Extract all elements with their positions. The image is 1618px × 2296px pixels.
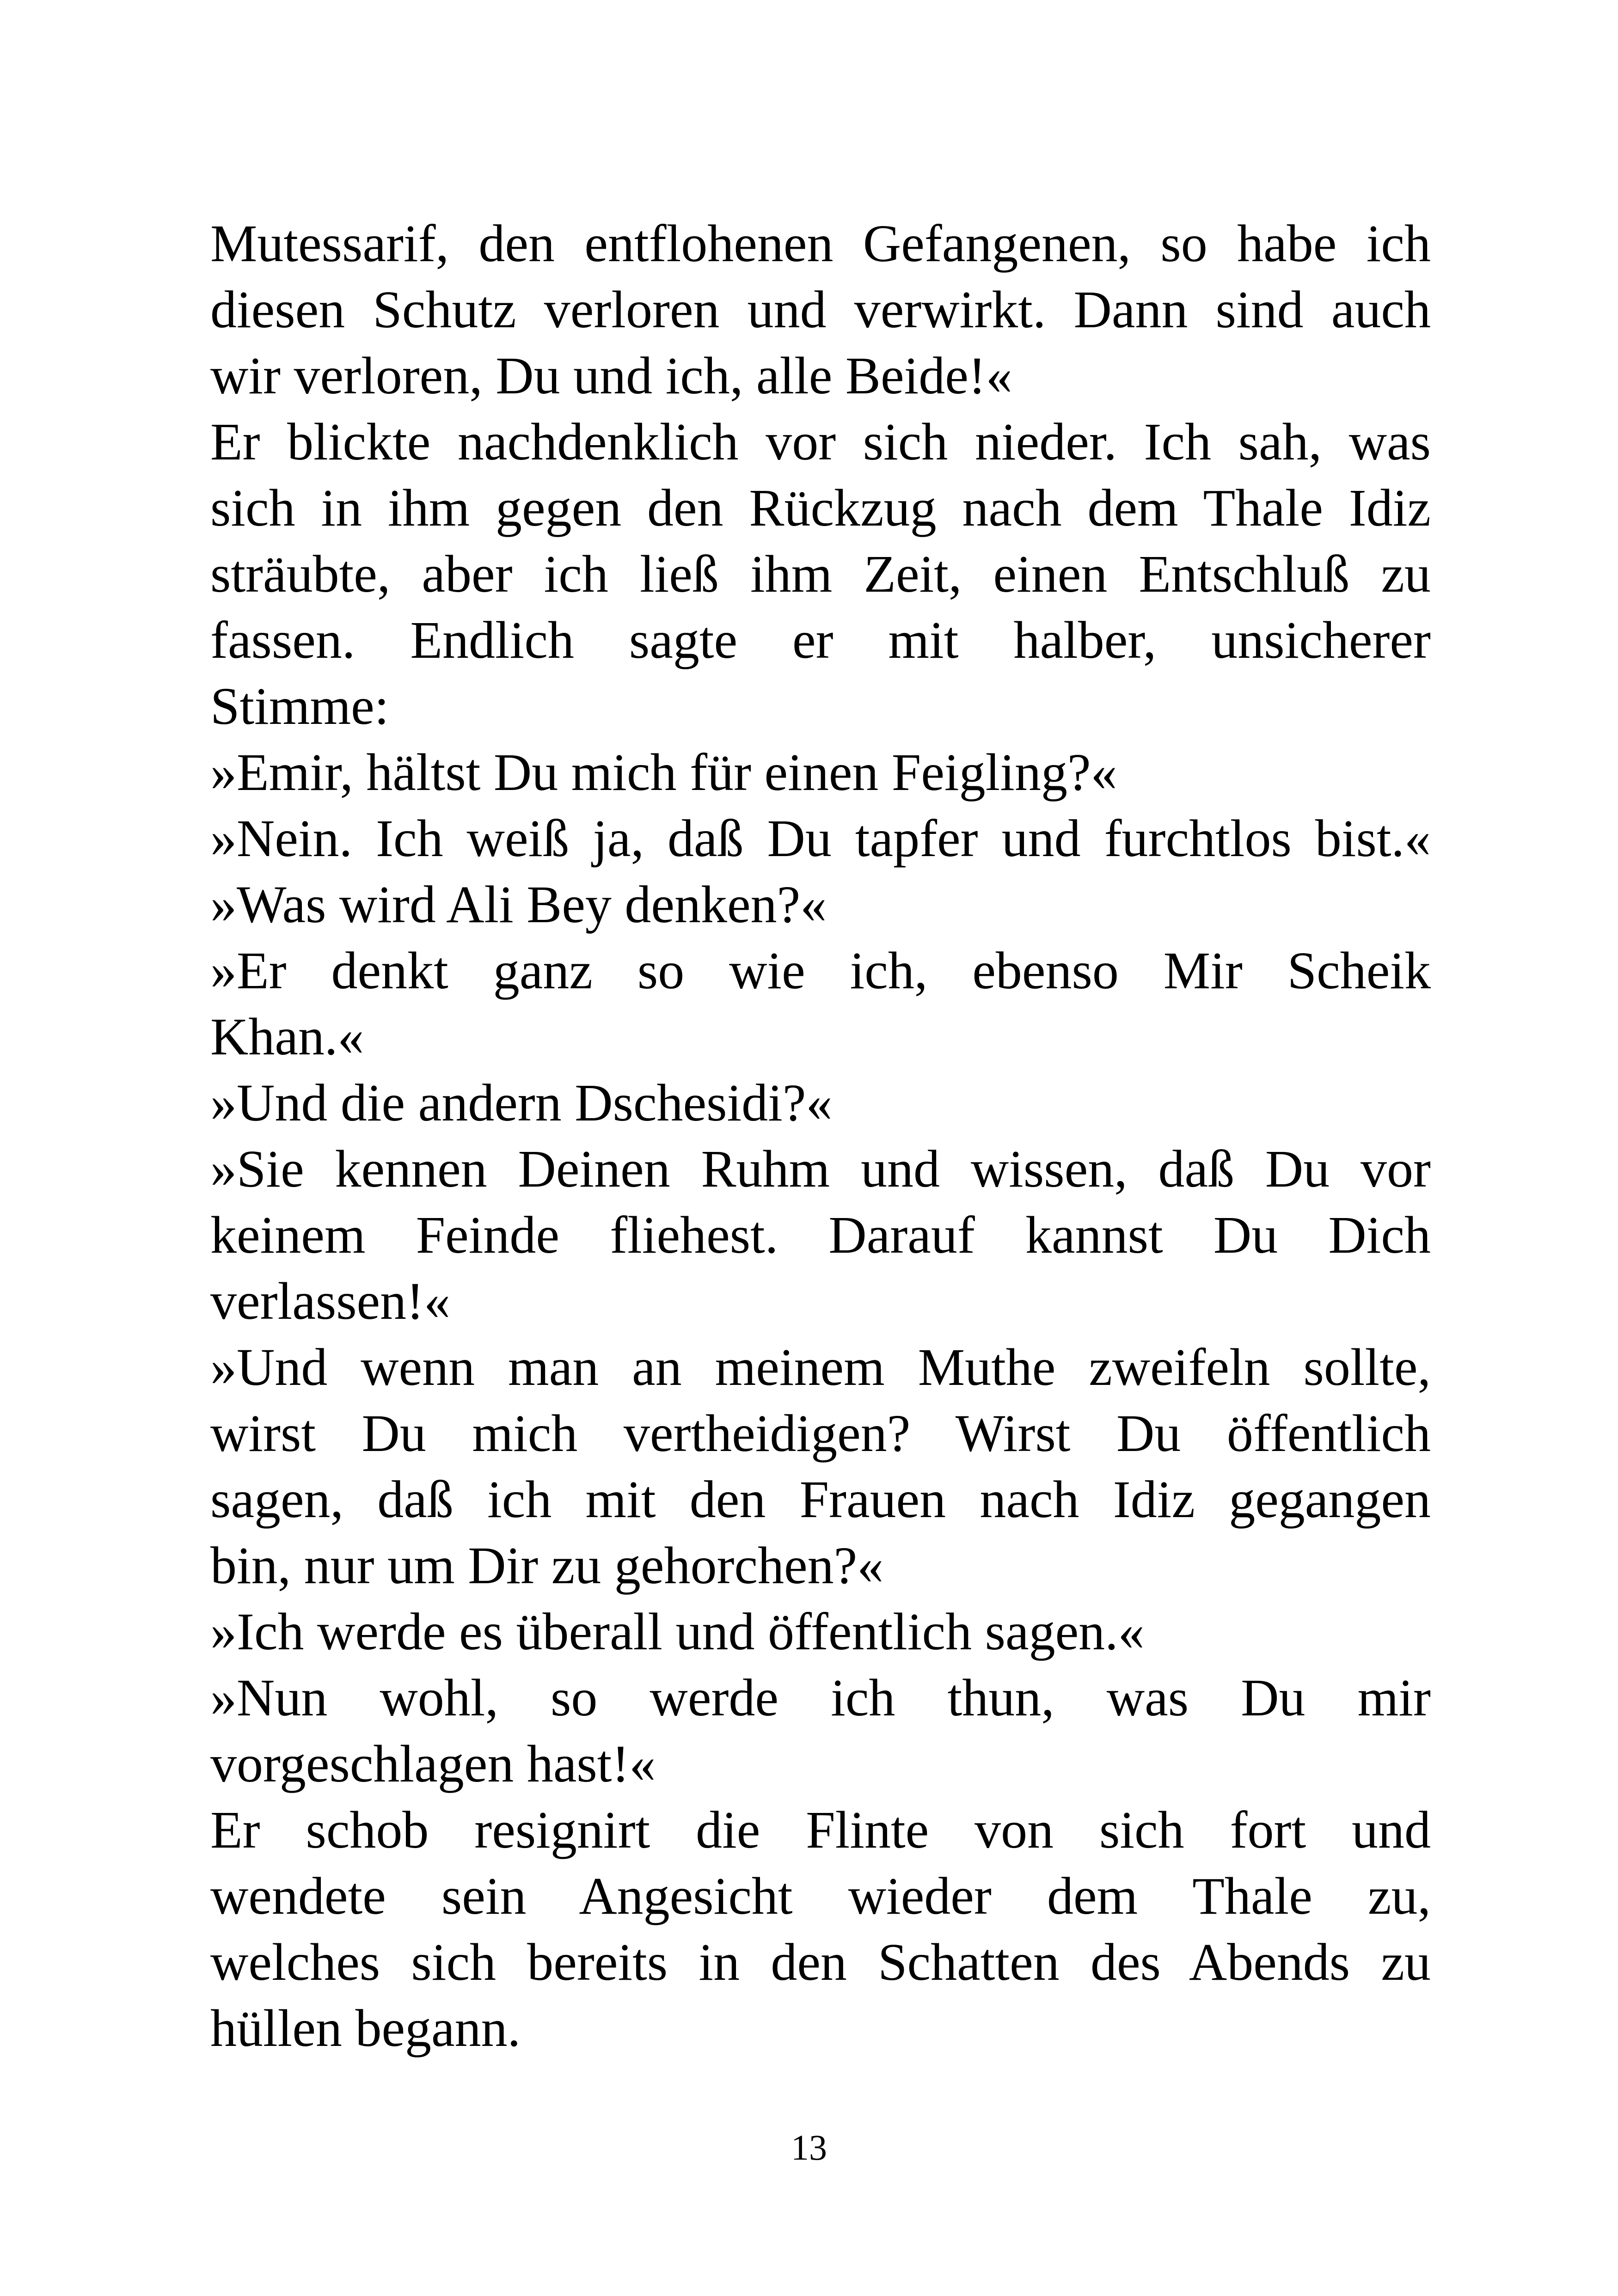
text-line: sträubte, aber ich ließ ihm Zeit, einen Entschluß zu [210, 545, 1431, 603]
text-line: wir verloren, Du und ich, alle Beide!« [210, 346, 1012, 405]
text-line: »Und wenn man an meinem Muthe zweifeln sollte, [210, 1338, 1431, 1396]
page-number: 13 [791, 2127, 827, 2167]
text-line: Er blickte nachdenklich vor sich nieder. Ich sah, was [210, 412, 1431, 471]
text-line: »Ich werde es überall und öffentlich sagen.« [210, 1602, 1145, 1661]
text-line: vorgeschlagen hast!« [210, 1734, 656, 1793]
text-line: »Sie kennen Deinen Ruhm und wissen, daß Du vor [210, 1139, 1431, 1198]
text-line: keinem Feinde fliehest. Darauf kannst Du Dich [210, 1206, 1431, 1264]
body-text [210, 210, 1431, 2061]
text-line: »Er denkt ganz so wie ich, ebenso Mir Scheik [210, 941, 1431, 1000]
text-line: »Und die andern Dschesidi?« [210, 1073, 833, 1132]
text-line: verlassen!« [210, 1272, 451, 1330]
text-line: »Emir, hältst Du mich für einen Feigling?« [210, 743, 1117, 802]
text-line: wendete sein Angesicht wieder dem Thale zu, [210, 1867, 1431, 1925]
text-line: »Nein. Ich weiß ja, daß Du tapfer und furchtlos bist.« [210, 809, 1431, 868]
text-line: »Was wird Ali Bey denken?« [210, 875, 827, 934]
text-line: wirst Du mich vertheidigen? Wirst Du öffentlich [210, 1404, 1431, 1463]
text-line: bin, nur um Dir zu gehorchen?« [210, 1536, 884, 1595]
text-line: welches sich bereits in den Schatten des Abends zu [210, 1933, 1431, 1991]
text-line: hüllen begann. [210, 1999, 521, 2057]
text-line: »Nun wohl, so werde ich thun, was Du mir [210, 1668, 1431, 1727]
text-line: Mutessarif, den entflohenen Gefangenen, so habe ich [210, 214, 1431, 273]
text-line: Stimme: [210, 677, 389, 735]
text-line: Khan.« [210, 1007, 364, 1066]
text-line: fassen. Endlich sagte er mit halber, unsicherer [210, 611, 1431, 669]
text-line: sagen, daß ich mit den Frauen nach Idiz gegangen [210, 1470, 1431, 1529]
text-line: sich in ihm gegen den Rückzug nach dem Thale Idiz [210, 478, 1431, 537]
text-line: diesen Schutz verloren und verwirkt. Dann sind auch [210, 280, 1431, 339]
text-line: Er schob resignirt die Flinte von sich fort und [210, 1800, 1431, 1859]
